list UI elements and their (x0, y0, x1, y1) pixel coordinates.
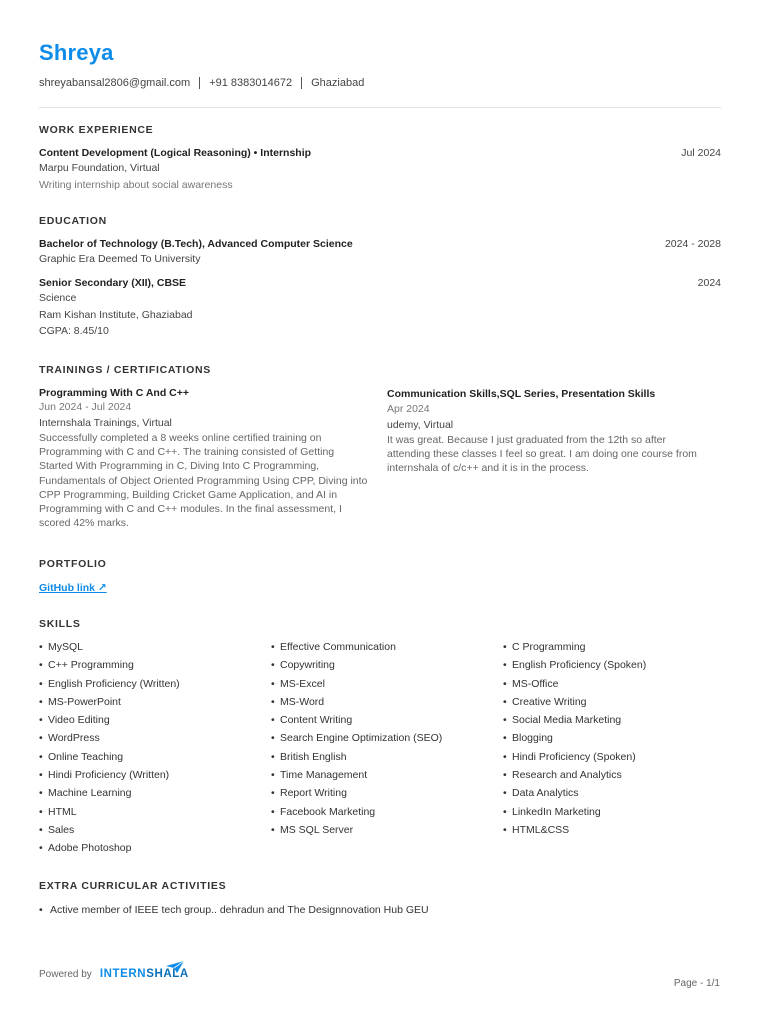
education-date: 2024 - 2028 (664, 238, 721, 250)
skill-label: MS-Excel (280, 677, 325, 690)
training-name: Communication Skills,SQL Series, Presentation Skills (387, 388, 656, 400)
bullet: • (271, 769, 275, 782)
training-item (387, 387, 707, 476)
paper-plane-icon (166, 961, 184, 973)
bullet: • (271, 641, 275, 653)
skill-label: Machine Learning (48, 787, 132, 800)
skill-label: Report Writing (280, 787, 347, 800)
education-date: 2024 (697, 277, 721, 289)
bullet: • (271, 695, 275, 708)
bullet: • (39, 641, 43, 653)
skill-item (271, 714, 491, 732)
brand-part2: SHALA (146, 968, 189, 980)
bullet: • (39, 714, 43, 727)
bullet: • (503, 787, 507, 800)
skill-item (271, 696, 491, 714)
skill-item (39, 714, 259, 732)
skill-label: Hindi Proficiency (Written) (48, 769, 170, 782)
bullet: • (39, 750, 43, 763)
work-role: Content Development (Logical Reasoning) • Internship (39, 147, 312, 159)
bullet: • (503, 769, 507, 782)
bullet: • (503, 659, 507, 672)
skill-item (39, 806, 259, 824)
section-title-skills: SKILLS (39, 618, 81, 630)
skill-label: MS-Office (512, 677, 559, 690)
bullet: • (271, 787, 275, 800)
bullet: • (39, 805, 43, 818)
header-divider (39, 107, 721, 108)
section-title-work: WORK EXPERIENCE (39, 124, 154, 136)
bullet: • (39, 842, 43, 855)
powered-by-label: Powered by (39, 969, 92, 980)
skill-label: MS-Word (280, 695, 325, 708)
skill-item (503, 659, 723, 677)
skill-label: English Proficiency (Written) (48, 677, 180, 690)
skill-item (39, 769, 259, 787)
bullet: • (503, 805, 507, 818)
section-title-portfolio: PORTFOLIO (39, 558, 107, 570)
divider (301, 77, 302, 89)
skill-item (39, 842, 259, 860)
skill-item (271, 641, 491, 659)
skill-item (39, 751, 259, 769)
work-item (39, 147, 721, 191)
skill-item (503, 806, 723, 824)
internshala-logo (100, 968, 189, 980)
skill-label: Creative Writing (512, 695, 587, 708)
skill-item (271, 769, 491, 787)
training-item (39, 387, 369, 530)
training-org: udemy, Virtual (387, 419, 454, 431)
bullet: • (503, 732, 507, 745)
education-degree: Bachelor of Technology (B.Tech), Advanced Computer Science (39, 238, 353, 250)
skill-label: Adobe Photoshop (48, 842, 132, 855)
email: shreyabansal2806@gmail.com (39, 77, 191, 89)
skill-item (503, 824, 723, 842)
skill-label: MySQL (48, 641, 84, 653)
education-school: Ram Kishan Institute, Ghaziabad (39, 309, 193, 321)
bullet: • (503, 641, 507, 653)
skill-label: Data Analytics (512, 787, 579, 800)
skills-column (503, 641, 723, 842)
skill-item (39, 678, 259, 696)
skill-item (503, 678, 723, 696)
skill-label: Time Management (280, 769, 368, 782)
bullet: • (503, 677, 507, 690)
skill-item (39, 732, 259, 750)
bullet: • (503, 750, 507, 763)
skill-item (39, 787, 259, 805)
education-school: Graphic Era Deemed To University (39, 253, 201, 265)
education-item (39, 277, 721, 337)
training-org: Internshala Trainings, Virtual (39, 417, 172, 429)
skill-item (271, 732, 491, 750)
skill-label: HTML (48, 805, 77, 818)
bullet: • (271, 659, 275, 672)
bullet: • (39, 787, 43, 800)
phone: +91 8383014672 (209, 77, 293, 89)
bullet: • (39, 823, 43, 836)
skill-item (39, 824, 259, 842)
bullet: • (503, 695, 507, 708)
skill-item (271, 659, 491, 677)
activity-text: Active member of IEEE tech group.. dehradun and The Designnovation Hub GEU (50, 904, 429, 916)
skill-label: Sales (48, 823, 75, 836)
skill-label: MS SQL Server (280, 823, 354, 836)
education-item (39, 238, 721, 265)
skill-label: Search Engine Optimization (SEO) (280, 732, 443, 745)
training-date: Apr 2024 (387, 403, 430, 415)
activity-item (39, 904, 429, 916)
skill-item (503, 714, 723, 732)
skill-label: English Proficiency (Spoken) (512, 659, 647, 672)
section-title-education: EDUCATION (39, 215, 107, 227)
skill-item (39, 696, 259, 714)
bullet: • (39, 659, 43, 672)
github-link[interactable]: GitHub link ↗ (39, 582, 107, 594)
training-desc: Successfully completed a 8 weeks online certified training on Programming with C and C++. The training consisted of Getting Started With Programming in C, Diving Into C Programming, Fundamentals of Object Oriented Programming Using CPP, Diving into CPP Programming, Building Cricket Game Application, and AI in Programming with C and C++ modules. In the final assessment, I scored 42% marks. (39, 432, 368, 530)
bullet: • (271, 677, 275, 690)
skill-item (503, 641, 723, 659)
divider (199, 77, 200, 89)
bullet: • (39, 677, 43, 690)
bullet: • (271, 805, 275, 818)
skill-label: Facebook Marketing (280, 805, 376, 818)
training-date: Jun 2024 - Jul 2024 (39, 401, 132, 413)
work-org: Marpu Foundation, Virtual (39, 162, 160, 174)
skill-label: C++ Programming (48, 659, 134, 672)
bullet: • (271, 750, 275, 763)
skill-item (503, 787, 723, 805)
location: Ghaziabad (311, 77, 365, 89)
training-desc: It was great. Because I just graduated from the 12th so after attending these classes I feel so great. I am doing one course from internshala of c/c++ and it is in the process. (387, 434, 697, 475)
skill-label: MS-PowerPoint (48, 695, 121, 708)
bullet: • (271, 714, 275, 727)
skill-label: Effective Communication (280, 641, 396, 653)
skill-item (503, 732, 723, 750)
bullet: • (39, 695, 43, 708)
skill-item (271, 787, 491, 805)
bullet: • (39, 769, 43, 782)
skill-label: HTML&CSS (512, 823, 570, 836)
skills-column (271, 641, 491, 842)
skill-label: Social Media Marketing (512, 714, 622, 727)
skill-label: WordPress (48, 732, 100, 745)
skill-label: Online Teaching (48, 750, 124, 763)
skill-item (503, 769, 723, 787)
page-number: Page - 1/1 (673, 978, 720, 989)
bullet: • (503, 823, 507, 836)
skill-item (39, 659, 259, 677)
section-title-activities: EXTRA CURRICULAR ACTIVITIES (39, 880, 227, 892)
skill-label: C Programming (512, 641, 586, 653)
skill-label: Research and Analytics (512, 769, 622, 782)
skill-label: British English (280, 750, 347, 763)
brand-part1: INTERN (99, 968, 147, 980)
candidate-name: Shreya (39, 40, 114, 65)
bullet: • (271, 823, 275, 836)
skill-item (503, 696, 723, 714)
skill-label: Content Writing (280, 714, 353, 727)
skill-label: Blogging (512, 732, 553, 745)
bullet: • (39, 732, 43, 745)
skill-label: Hindi Proficiency (Spoken) (512, 750, 636, 763)
bullet: • (39, 904, 43, 916)
skill-item (271, 678, 491, 696)
skill-item (271, 824, 491, 842)
education-degree: Senior Secondary (XII), CBSE (39, 277, 187, 289)
skill-item (271, 806, 491, 824)
education-score: CGPA: 8.45/10 (39, 325, 109, 337)
work-date: Jul 2024 (681, 147, 721, 159)
bullet: • (271, 732, 275, 745)
skill-item (271, 751, 491, 769)
skill-label: LinkedIn Marketing (512, 805, 601, 818)
footer-brand (39, 968, 189, 980)
work-desc: Writing internship about social awareness (39, 179, 233, 191)
skill-item (503, 751, 723, 769)
skill-label: Copywriting (280, 659, 335, 672)
skills-column (39, 641, 259, 861)
education-stream: Science (39, 292, 77, 304)
skill-item (39, 641, 259, 659)
section-title-trainings: TRAININGS / CERTIFICATIONS (39, 364, 212, 376)
bullet: • (503, 714, 507, 727)
contact-line (39, 77, 364, 89)
training-name: Programming With C And C++ (39, 387, 190, 399)
skill-label: Video Editing (48, 714, 110, 727)
